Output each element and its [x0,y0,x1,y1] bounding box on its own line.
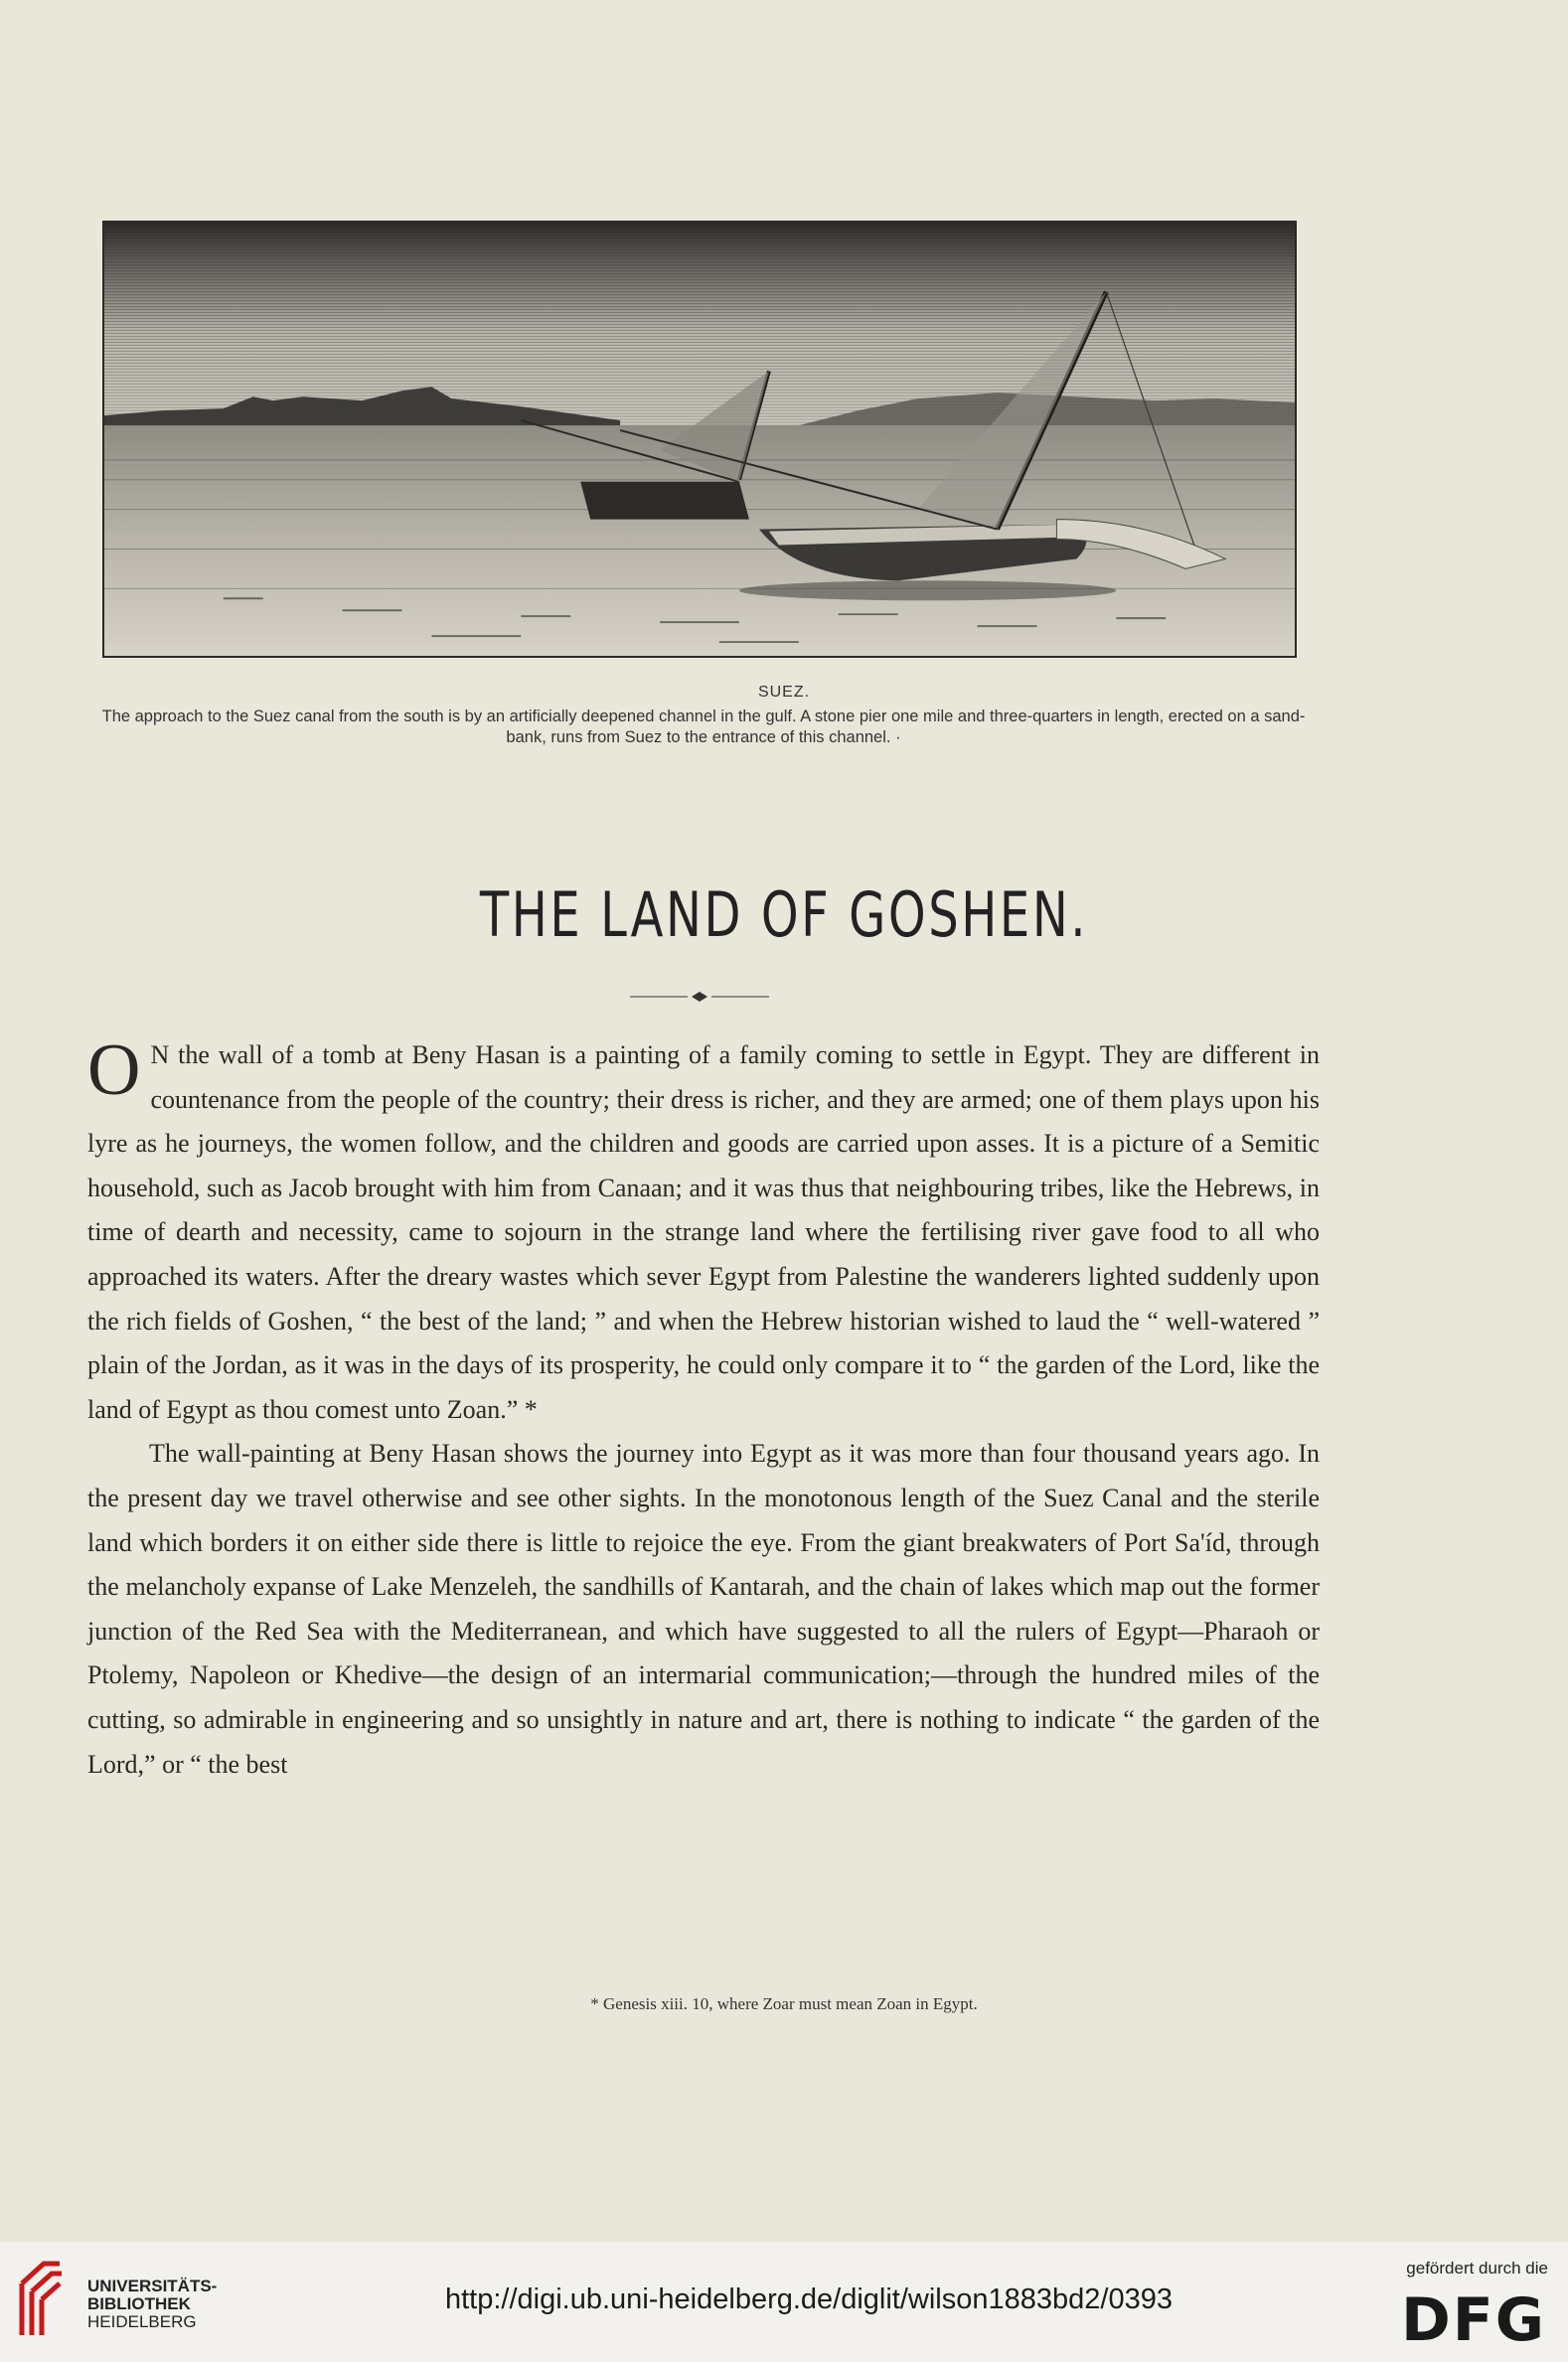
library-logo-icon[interactable] [16,2258,66,2341]
article-body [87,1029,1320,1787]
engraving-caption-text: The approach to the Suez canal from the south is by an artificially deepened channel in the gulf. A stone pier one mile and three-quarters in length, erected on a sand-bank, runs from Suez to the entrance of this channel. · [101,708,1306,746]
library-name-line: HEIDELBERG [87,2312,197,2331]
library-name-line: UNIVERSITÄTS- [87,2277,218,2295]
dfg-logo[interactable]: DFG [1400,2285,1546,2355]
title-ornament [630,990,769,1004]
library-name-line: BIBLIOTHEK [87,2294,191,2313]
chapter-title: THE LAND OF GOSHEN. [479,878,1089,951]
engraving-picture [104,223,1295,656]
drop-cap: O [87,1029,141,1111]
paragraph [87,1029,1320,1432]
paragraph [87,1432,1320,1787]
footnote: * Genesis xiii. 10, where Zoar must mean Zoan in Egypt. [590,1994,978,2013]
funded-by-label: gefördert durch die [1406,2259,1548,2278]
permalink-url[interactable]: http://digi.ub.uni-heidelberg.de/diglit/wilson1883bd2/0393 [445,2283,1173,2315]
engraving-caption-title: SUEZ. [757,684,811,701]
suez-engraving [102,221,1297,658]
paragraph-text: N the wall of a tomb at Beny Hasan is a painting of a family coming to settle in Egypt. They are different in countenance from the people of the country; their dress is richer, and they are armed; one of them plays upon his lyre as he journeys, the women follow, and the children and goods are carried upon asses. It is a picture of a Semitic household, such as Jacob brought with him from Canaan; and it was thus that neighbouring tribes, like the Hebrews, in time of dearth and necessity, came to sojourn in the strange land where the fertilising river gave food to all who approached its waters. After the dreary wastes which sever Egypt from Palestine the wanderers lighted suddenly upon the rich fields of Goshen, “ the best of the land; ” and when the Hebrew historian wished to laud the “ well-watered ” plain of the Jordan, as it was in the days of its prosperity, he could only compare it to “ the garden of the Lord, like the land of Egypt as thou comest unto Zoan.” * [87,1040,1320,1424]
paragraph-text: The wall-painting at Beny Hasan shows the journey into Egypt as it was more than four thousand years ago. In the present day we travel otherwise and see other sights. In the monotonous length of the Suez Canal and the sterile land which borders it on either side there is little to rejoice the eye. From the giant breakwaters of Port Sa'íd, through the melancholy expanse of Lake Menzeleh, the sandhills of Kantarah, and the chain of lakes which map out the former junction of the Red Sea with the Mediterranean, and which have suggested to all the rulers of Egypt—Pharaoh or Ptolemy, Napoleon or Khedive—the design of an intermarial communication;—through the hundred miles of the cutting, so admirable in engineering and so unsightly in nature and art, there is nothing to indicate “ the garden of the Lord,” or “ the best [87,1439,1320,1779]
library-name[interactable] [87,2278,217,2331]
